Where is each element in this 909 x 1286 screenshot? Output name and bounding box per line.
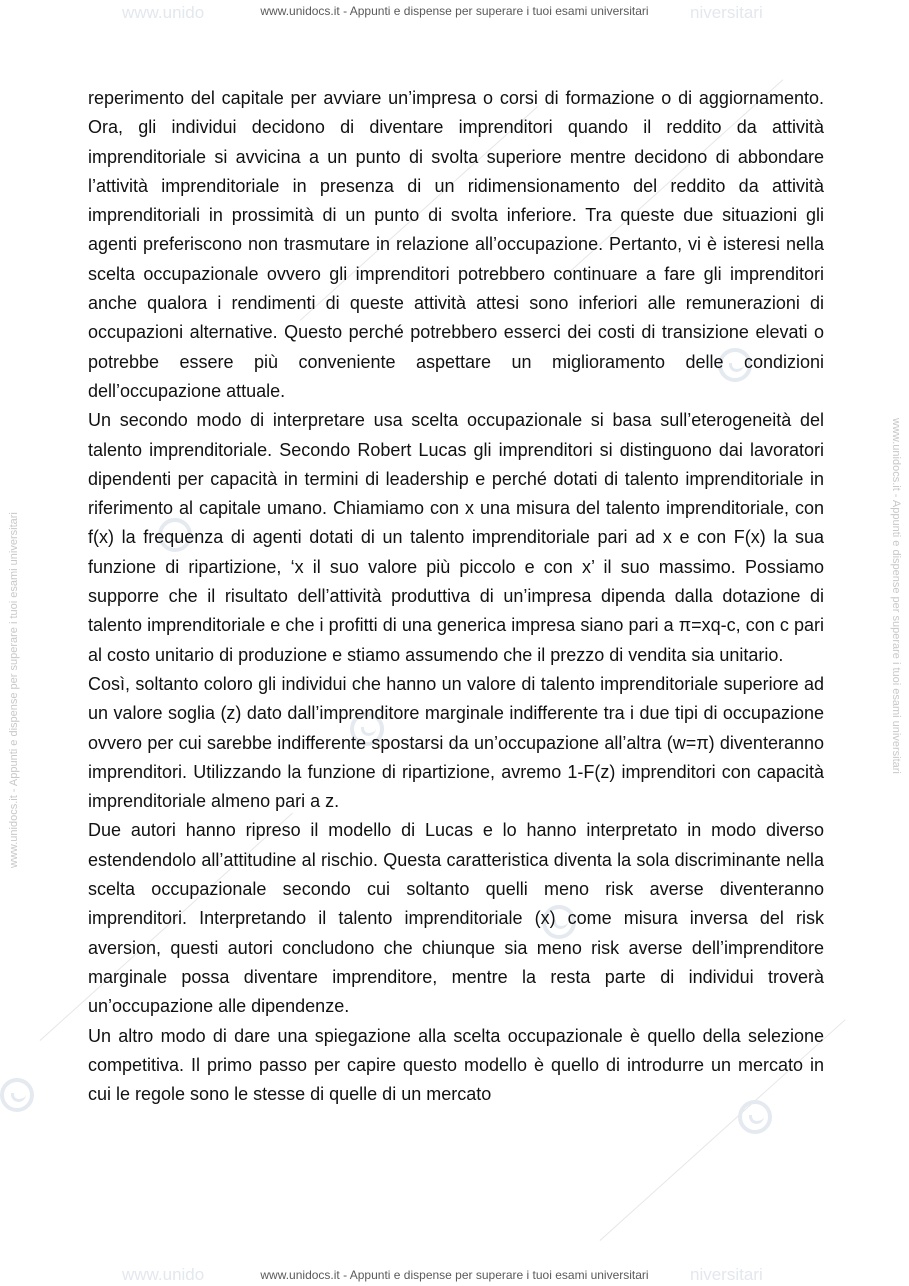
watermark-side-right: www.unidocs.it - Appunti e dispense per superare i tuoi esami universitari — [890, 418, 902, 774]
watermark-ghost-text: niversitari — [690, 3, 763, 22]
paragraph: reperimento del capitale per avviare un’impresa o corsi di formazione o di aggiornamento. Ora, gli individui decidono di diventare imprenditori quando il reddito da attività imprenditoriale si avvicina a un punto di svolta superiore mentre decidono di abbondare l’attività imprenditoriale in presenza di un ridimensionamento del reddito da attività imprenditoriali in prossimità di un punto di svolta inferiore. Tra queste due situazioni gli agenti preferiscono non trasmutare in relazione all’occupazione. Pertanto, vi è isteresi nella scelta occupazionale ovvero gli imprenditori potrebbero continuare a fare gli imprenditori anche qualora i rendimenti di queste attività attesi sono inferiori alle remunerazioni di occupazioni alternative. Questo perché potrebbero esserci dei costi di transizione elevati o potrebbe essere più conveniente aspettare un miglioramento delle condizioni dell’occupazione attuale. — [88, 88, 824, 401]
paragraph: Così, soltanto coloro gli individui che hanno un valore di talento imprenditoriale superiore ad un valore soglia (z) dato dall’imprenditore marginale indifferente tra i due tipi di occupazione ovvero per cui sarebbe indifferente spostarsi da un’occupazione all’altra (w=π) diventeranno imprenditori. Utilizzando la funzione di ripartizione, avremo 1-F(z) imprenditori con capacità imprenditoriale almeno pari a z. — [88, 673, 824, 812]
watermark-side-left: www.unidocs.it - Appunti e dispense per superare i tuoi esami universitari — [8, 512, 20, 868]
watermark-footer: www.unidocs.it - Appunti e dispense per superare i tuoi esami universitari — [260, 1268, 649, 1282]
watermark-logo-icon — [0, 1078, 34, 1112]
paragraph: Un secondo modo di interpretare usa scelta occupazionale si basa sull’eterogeneità del talento imprenditoriale. Secondo Robert Lucas gli imprenditori si distinguono dai lavoratori dipendenti per capacità in termini di leadership e perché dotati di talento imprenditoriale in riferimento al capitale umano. Chiamiamo con x una misura del talento imprenditoriale, con f(x) la frequenza di agenti dotati di un talento imprenditoriale pari ad x e con F(x) la sua funzione di ripartizione, ‘x il suo valore più piccolo e con x’ il suo massimo. Possiamo supporre che il risultato dell’attività produttiva di un’impresa dipenda dalla dotazione di talento imprenditoriale e che i profitti di una generica impresa siano pari a π=xq-c, con c pari al costo unitario di produzione e stiamo assumendo che il prezzo di vendita sia unitario. — [88, 410, 824, 665]
document-body — [88, 84, 824, 1109]
watermark-header: www.unidocs.it - Appunti e dispense per superare i tuoi esami universitari — [260, 4, 649, 18]
paragraph: Un altro modo di dare una spiegazione alla scelta occupazionale è quello della selezione competitiva. Il primo passo per capire questo modello è quello di introdurre un mercato in cui le regole sono le stesse di quelle di un mercato — [88, 1025, 824, 1105]
watermark-ghost-text: niversitari — [690, 1265, 763, 1284]
watermark-ghost-text: www.unido — [122, 3, 205, 22]
paragraph: Due autori hanno ripreso il modello di Lucas e lo hanno interpretato in modo diverso estendendolo all’attitudine al rischio. Questa caratteristica diventa la sola discriminante nella scelta occupazionale secondo cui soltanto quelli meno risk averse diventeranno imprenditori. Interpretando il talento imprenditoriale (x) come misura inversa del risk aversion, questi autori concludono che chiunque sia meno risk averse dell’imprenditore marginale possa diventare imprenditore, mentre la resta parte di individui troverà un’occupazione alle dipendenze. — [88, 820, 824, 1017]
watermark-ghost-text: www.unido — [122, 1265, 205, 1284]
